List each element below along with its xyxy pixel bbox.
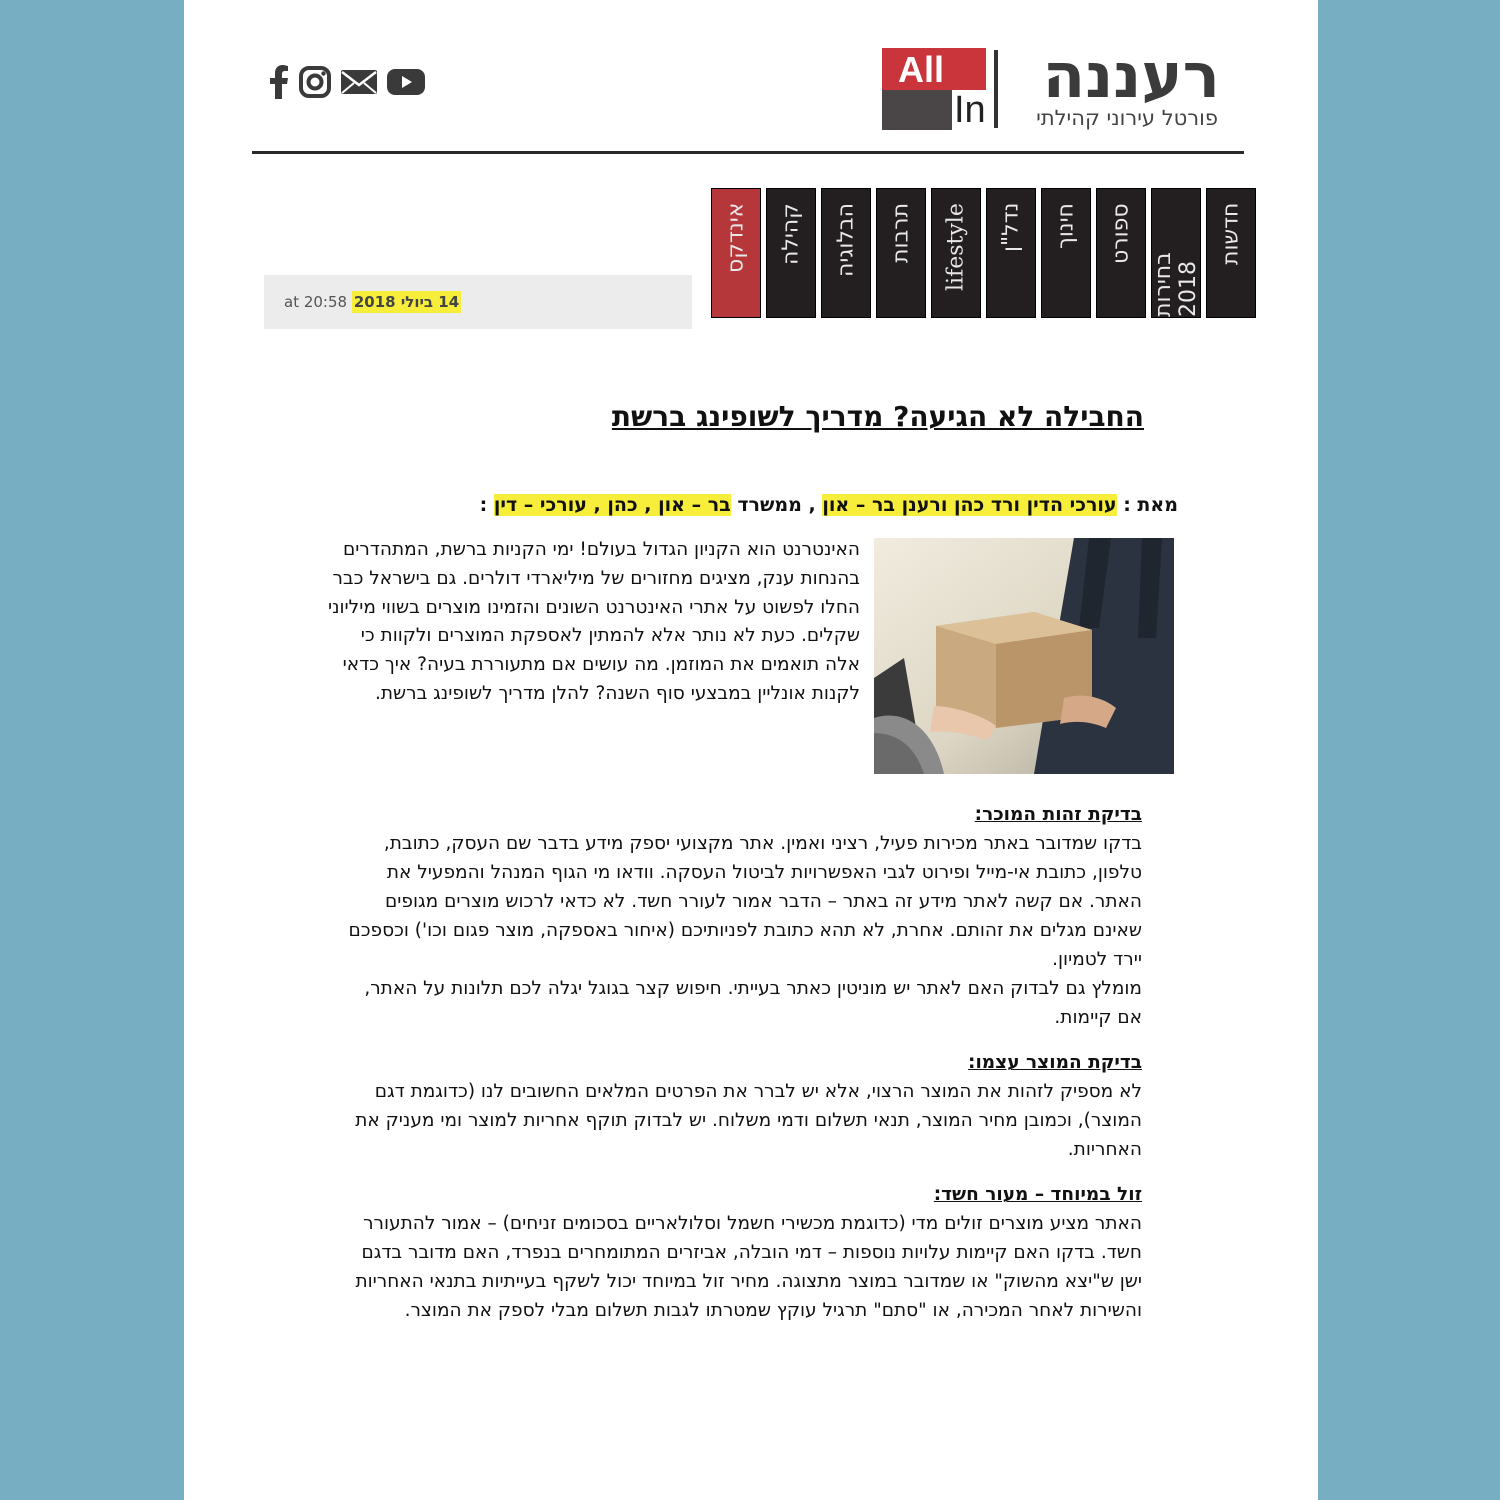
nav-item-index[interactable]: אינדקס xyxy=(711,188,761,318)
section-paragraph: האתר מציע מוצרים זולים מדי (כדוגמת מכשירי חשמל וסלולאריים בסכומים זניחים) – אמור להתעורר חשד. בדקו האם קיימות עלויות נוספות – דמי הובלה, אביזרים המתומחרים בנפרד, האם מדובר בדגם ישן ש"יצא מהשוק" או שמדובר במוצר מתצוגה. מחיר זול במיוחד יכול לשקף בעייתיות בתנאי האחריות והשירות לאחר המכירה, או "סתם" תרגיל עוקץ שמטרתו לגבות תשלום מבלי לספק את המוצר. xyxy=(355,1213,1142,1321)
instagram-icon[interactable] xyxy=(298,65,332,99)
date-bar xyxy=(264,275,692,329)
section-paragraph: לא מספיק לזהות את המוצר הרצוי, אלא יש לברר את הפרטים המלאים החשובים לנו (כדוגמת דגם המוצר), וכמובן מחיר המוצר, תנאי תשלום ודמי משלוח. יש לבדוק תוקף אחריות למוצר ומי מעניק את האחריות. xyxy=(355,1081,1142,1160)
nav-item-elections-2018[interactable]: בחירות 2018 xyxy=(1151,188,1201,318)
site-logo[interactable] xyxy=(882,39,1222,144)
nav-item-real-estate[interactable]: נדל"ן xyxy=(986,188,1036,318)
section-product-check xyxy=(344,1048,1142,1164)
logo-all-text: All xyxy=(898,49,945,90)
nav-item-sport[interactable]: ספורט xyxy=(1096,188,1146,318)
section-heading: בדיקת זהות המוכר: xyxy=(974,804,1142,825)
publish-time: at 20:58 xyxy=(284,293,348,311)
document-page xyxy=(184,0,1318,1500)
logo-name: רעננה xyxy=(1042,39,1220,112)
logo-tagline: פורטל עירוני קהילתי xyxy=(1036,106,1218,130)
section-paragraph: מומלץ גם לבדוק האם לאתר יש מוניטין כאתר בעייתי. חיפוש קצר בגוגל יגלה לכם תלונות על האתר, אם קיימות. xyxy=(364,978,1142,1028)
byline-middle: , ממשרד xyxy=(737,494,816,516)
publish-date xyxy=(284,293,461,311)
article-photo xyxy=(874,538,1174,774)
nav-item-blogs[interactable]: הבלוגיה xyxy=(821,188,871,318)
section-seller-identity xyxy=(344,800,1142,1032)
main-nav xyxy=(706,188,1256,320)
byline-authors: עורכי הדין ורד כהן ורענן בר – און xyxy=(822,494,1117,516)
mail-icon[interactable] xyxy=(340,68,378,96)
nav-item-community[interactable]: קהילה xyxy=(766,188,816,318)
nav-item-culture[interactable]: תרבות xyxy=(876,188,926,318)
article-byline xyxy=(298,494,1178,516)
logo-in-text: In xyxy=(954,89,986,131)
byline-firm: בר – און , כהן , עורכי – דין xyxy=(493,494,731,516)
byline-prefix: מאת : xyxy=(1123,494,1178,516)
article-title: החבילה לא הגיעה? מדריך לשופינג ברשת xyxy=(611,400,1144,433)
section-heading: בדיקת המוצר עצמו: xyxy=(968,1052,1142,1073)
publish-date-highlight: 14 ביולי 2018 xyxy=(353,293,460,311)
section-paragraph: בדקו שמדובר באתר מכירות פעיל, רציני ואמין. אתר מקצועי יספק מידע בדבר שם העסק, כתובת, טלפון, כתובת אי-מייל ופירוט לגבי האפשרויות לביטול העסקה. וודאו מי הגוף המנהל והמפעיל את האתר. אם קשה לאתר מידע זה באתר – הדבר אמור לעורר חשד. לא כדאי לרכוש מוצרים מגופים שאינם מגלים את זהותם. אחרת, לא תהא כתובת לפניותיכם (איחור באספקה, מוצר פגום וכו') וכספכם יירד לטמיון. xyxy=(348,833,1142,970)
nav-item-news[interactable]: חדשות xyxy=(1206,188,1256,318)
byline-suffix: : xyxy=(479,494,488,516)
section-too-cheap xyxy=(344,1180,1142,1325)
article-intro: האינטרנט הוא הקניון הגדול בעולם! ימי הקניות ברשת, המתהדרים בהנחות ענק, מציגים מחזורים של מיליארדי דולרים. גם בישראל כבר החלו לפשוט על אתרי האינטרנט השונים והזמינו מוצרים בשווי מיליוני שקלים. כעת לא נותר אלא להמתין לאספקת המוצרים ולקוות כי אלה תואמים את המוזמן. מה עושים אם מתעוררת בעיה? איך כדאי לקנות אונליין במבצעי סוף השנה? להלן מדריך לשופינג ברשת. xyxy=(327,539,860,704)
youtube-icon[interactable] xyxy=(386,67,426,97)
social-links xyxy=(268,62,426,102)
nav-item-lifestyle[interactable]: lifestyle xyxy=(931,188,981,318)
header-divider xyxy=(252,151,1244,154)
section-heading: זול במיוחד – מעור חשד: xyxy=(933,1184,1142,1205)
facebook-icon[interactable] xyxy=(268,65,290,99)
nav-item-education[interactable]: חינוך xyxy=(1041,188,1091,318)
logo-mark xyxy=(882,48,986,130)
